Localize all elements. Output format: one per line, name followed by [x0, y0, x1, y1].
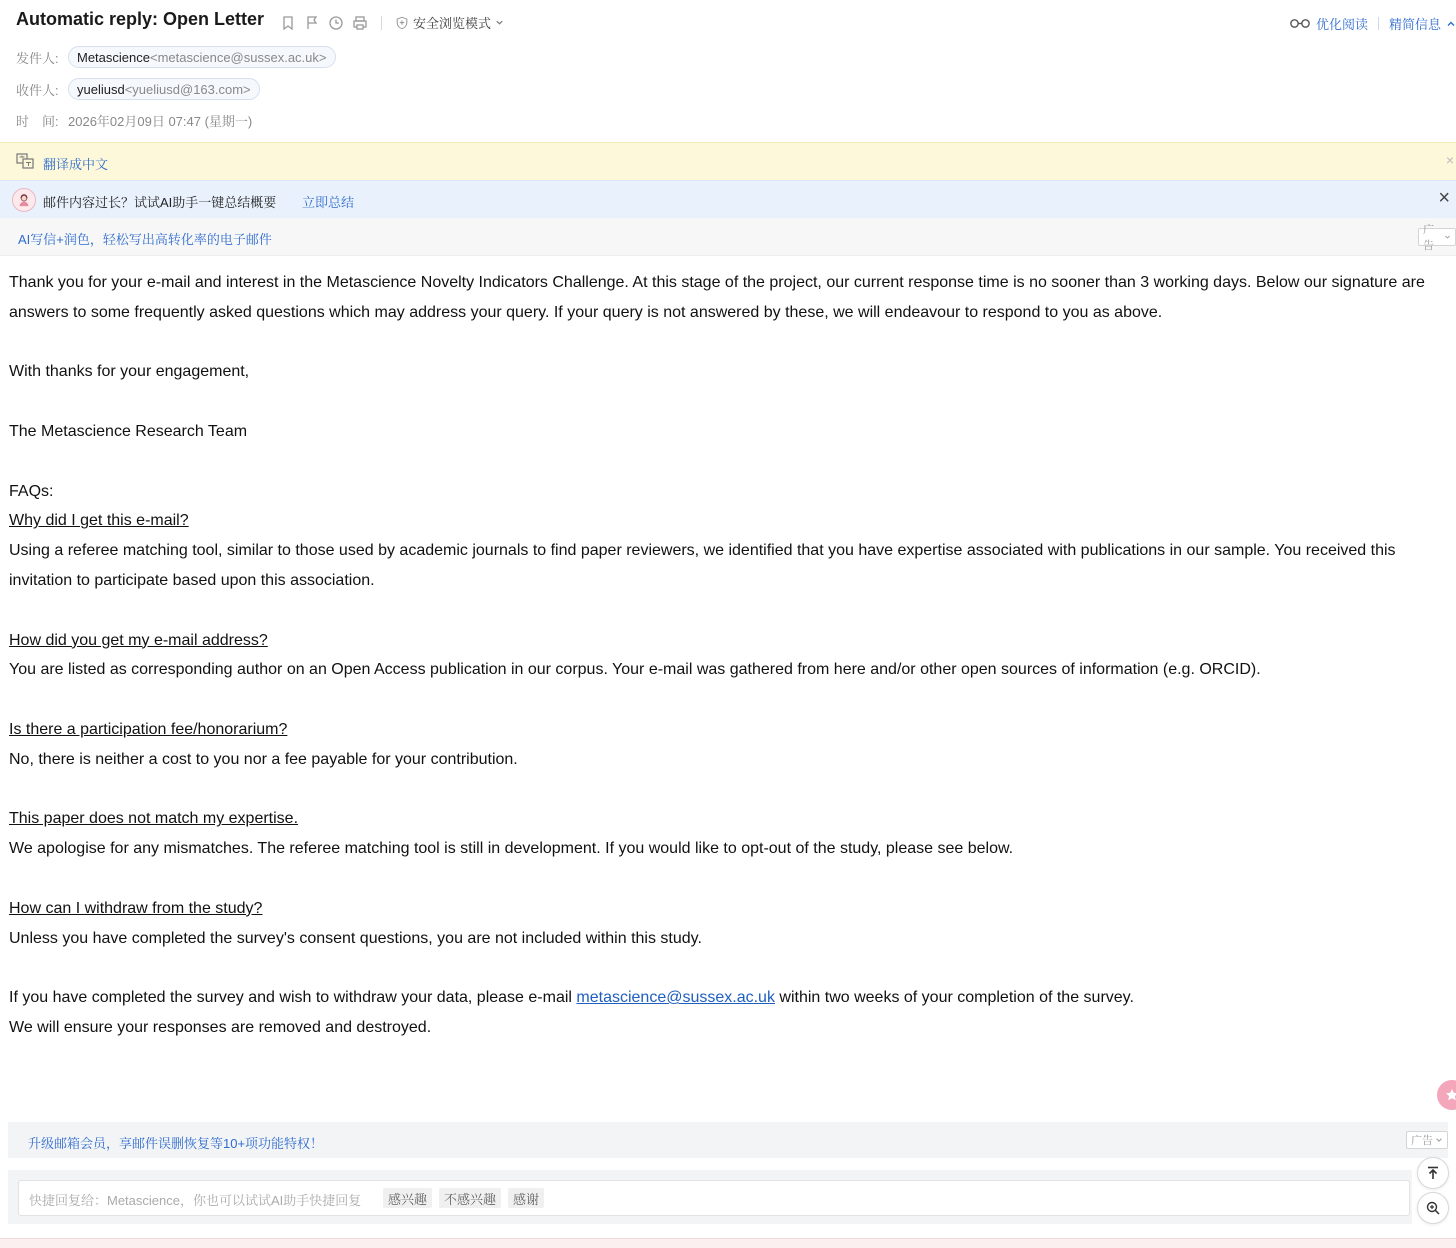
ai-assistant-float-icon[interactable]: [1437, 1080, 1456, 1110]
zoom-icon: [1425, 1200, 1441, 1216]
thanks-line: With thanks for your engagement,: [9, 363, 250, 381]
safe-browse-mode-label: 安全浏览模式: [413, 16, 492, 31]
recipient-chip[interactable]: [68, 78, 260, 100]
footer-ad-link[interactable]: 升级邮箱会员，享邮件误删恢复等10+项功能特权！: [28, 1136, 324, 1151]
recipient-name: yueliusd: [77, 81, 125, 97]
quick-reply-chip[interactable]: 感兴趣: [383, 1188, 432, 1208]
faq-answer: Unless you have completed the survey's consent questions, you are not included within this study.: [9, 929, 702, 947]
ai-summary-bar: [0, 180, 1456, 219]
bookmark-icon[interactable]: [279, 14, 296, 31]
faqs-heading: FAQs:: [9, 482, 54, 500]
faq-answer: We apologise for any mismatches. The referee matching tool is still in development. If you would like to opt-out of the study, please see below.: [9, 840, 1014, 858]
toolbar-divider: [381, 16, 382, 30]
mail-header: [0, 0, 1456, 142]
intro-paragraph: Thank you for your e-mail and interest in the Metascience Novelty Indicators Challenge. At this stage of the project, our current response time is no sooner than 3 working days. Below our signature are answers to some frequently asked questions which may address your query. If your query is not answered by these, we will endeavour to respond to you as above.: [9, 274, 1425, 321]
closing-line: We will ensure your responses are removed and destroyed.: [9, 1018, 432, 1036]
shield-icon: [395, 16, 409, 30]
translate-bar: [0, 142, 1456, 180]
faq-answer: Using a referee matching tool, similar to those used by academic journals to find paper reviewers, we identified that you have expertise associated with publications in our sample. You received this invitation to participate based upon this association.: [9, 542, 1396, 589]
ad-tag[interactable]: [1406, 1131, 1448, 1149]
close-icon[interactable]: ×: [1445, 152, 1454, 168]
faq-question: How did you get my e-mail address?: [9, 631, 268, 649]
brief-info-label: 精简信息: [1388, 17, 1441, 32]
chevron-up-icon: [1446, 19, 1456, 29]
quick-reply-placeholder: 快捷回复给：Metascience，你也可以试试AI助手快捷回复: [29, 1193, 362, 1208]
clock-icon[interactable]: [327, 14, 344, 31]
zoom-button[interactable]: [1417, 1192, 1449, 1224]
ad-bar: [0, 218, 1456, 256]
faq-question: This paper does not match my expertise.: [9, 810, 299, 828]
sender-address: <metascience@sussex.ac.uk>: [149, 49, 327, 65]
sender-name: Metascience: [77, 49, 150, 65]
footer-ad-bar: [8, 1122, 1448, 1158]
faq-answer: You are listed as corresponding author on an Open Access publication in our corpus. Your e-mail was gathered from here and/or other open sources of information (e.g. ORCID).: [9, 661, 1261, 679]
brief-info-button[interactable]: [1389, 14, 1456, 33]
close-icon[interactable]: ×: [1438, 187, 1450, 209]
time-value: 2026年02月09日 07:47 (星期一): [68, 114, 253, 129]
optimize-reading-button[interactable]: [1289, 14, 1368, 33]
avatar: [12, 188, 36, 212]
quick-reply-chip[interactable]: 感谢: [508, 1188, 544, 1208]
translate-icon: [16, 153, 34, 169]
quick-reply-chip[interactable]: 不感兴趣: [439, 1188, 501, 1208]
translate-link[interactable]: 翻译成中文: [43, 157, 109, 172]
faq-question: Why did I get this e-mail?: [9, 512, 189, 530]
top-right-divider: [1378, 17, 1379, 30]
time-label: 时 间:: [16, 114, 59, 129]
email-link[interactable]: metascience@sussex.ac.uk: [576, 989, 775, 1007]
ad-tag-label: 广告: [1423, 224, 1434, 252]
signature-line: The Metascience Research Team: [9, 422, 248, 440]
summarize-now-link[interactable]: 立即总结: [302, 195, 355, 210]
recipient-address: <yueliusd@163.com>: [124, 81, 251, 97]
quick-reply-area: [8, 1170, 1412, 1224]
ad-tag[interactable]: [1418, 224, 1456, 252]
safe-browse-mode-dropdown[interactable]: [395, 13, 504, 32]
from-row: [16, 46, 336, 68]
withdraw-text-post: within two weeks of your completion of the survey.: [774, 989, 1134, 1007]
withdraw-text-pre: If you have completed the survey and wish to withdraw your data, please e-mail: [9, 989, 577, 1007]
mail-toolbar: [279, 13, 504, 32]
faq-answer: No, there is neither a cost to you nor a fee payable for your contribution.: [9, 750, 518, 768]
faq-question: Is there a participation fee/honorarium?: [9, 720, 288, 738]
chevron-down-icon: [495, 18, 504, 27]
from-label: 发件人:: [16, 50, 59, 66]
sender-chip[interactable]: [68, 46, 336, 68]
mail-subject: Automatic reply: Open Letter: [16, 9, 265, 29]
optimize-reading-label: 优化阅读: [1315, 17, 1368, 32]
scroll-top-icon: [1425, 1165, 1441, 1181]
top-right-actions: [1289, 14, 1456, 33]
mail-body: [9, 268, 1449, 1043]
ad-tag-label: 广告: [1411, 1135, 1433, 1147]
quick-reply-input[interactable]: [18, 1180, 1410, 1216]
to-label: 收件人:: [16, 82, 59, 98]
glasses-icon: [1289, 18, 1311, 29]
scroll-top-button[interactable]: [1417, 1157, 1449, 1189]
faq-question: How can I withdraw from the study?: [9, 899, 263, 917]
print-icon[interactable]: [351, 14, 368, 31]
chevron-down-icon: [1435, 1136, 1443, 1144]
flag-icon[interactable]: [303, 14, 320, 31]
to-row: [16, 78, 260, 100]
time-row: [16, 111, 252, 130]
chevron-down-icon: [1444, 233, 1451, 241]
ad-link[interactable]: AI写信+润色，轻松写出高转化率的电子邮件: [18, 232, 272, 247]
ai-summary-text: 邮件内容过长？试试AI助手一键总结概要: [43, 195, 277, 210]
withdraw-paragraph: [9, 983, 1449, 1013]
